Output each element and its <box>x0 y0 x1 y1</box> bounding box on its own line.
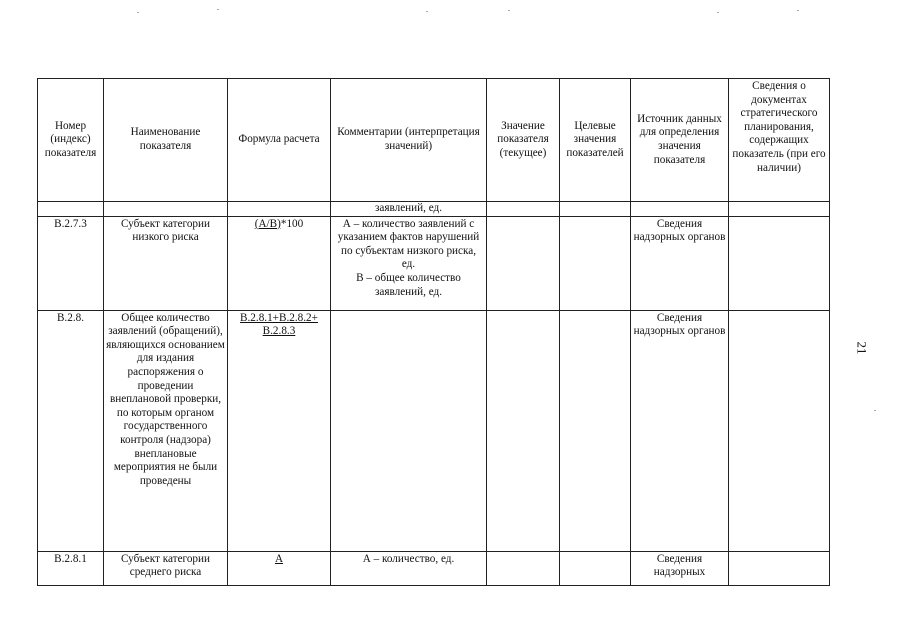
table-row <box>38 551 830 585</box>
cell-source <box>631 202 729 217</box>
cell-target <box>560 551 631 585</box>
cell-index: В.2.7.3 <box>38 216 104 310</box>
cell-comment <box>331 310 487 551</box>
formula-underlined: А <box>274 552 284 565</box>
cell-comment: А – количество заявлений с указанием фактов нарушений по субъектам низкого риска, ед. В – общее количество заявлений, ед. <box>331 216 487 310</box>
formula-underlined: (А/В) <box>254 217 281 230</box>
scan-speck <box>797 10 799 11</box>
header-data-source: Источник данных для определения значения показателя <box>631 79 729 202</box>
scan-speck <box>426 11 428 12</box>
cell-source: Сведения надзорных <box>631 551 729 585</box>
cell-source: Сведения надзорных органов <box>631 310 729 551</box>
cell-docs <box>729 216 830 310</box>
cell-docs <box>729 310 830 551</box>
cell-formula <box>228 551 331 585</box>
cell-index: В.2.8.1 <box>38 551 104 585</box>
formula-suffix: *100 <box>280 217 304 230</box>
cell-value <box>487 216 560 310</box>
cell-docs <box>729 202 830 217</box>
cell-comment: А – количество, ед. <box>331 551 487 585</box>
cell-value <box>487 551 560 585</box>
table-row <box>38 310 830 551</box>
cell-index: В.2.8. <box>38 310 104 551</box>
cell-source: Сведения надзорных органов <box>631 216 729 310</box>
scan-speck <box>508 10 510 11</box>
cell-name: Общее количество заявлений (обращений), являющихся основанием для издания распоряжения о проведении внеплановой проверки, по которым органом государственного контроля (надзора) внеплановые мероприятия не были проведены <box>104 310 228 551</box>
scan-speck <box>874 410 876 411</box>
header-index: Номер (индекс) показателя <box>38 79 104 202</box>
table-row <box>38 202 830 217</box>
cell-name: Субъект категории среднего риска <box>104 551 228 585</box>
cell-value <box>487 202 560 217</box>
cell-name <box>104 202 228 217</box>
cell-docs <box>729 551 830 585</box>
cell-name: Субъект категории низкого риска <box>104 216 228 310</box>
formula-underlined: В.2.8.1+В.2.8.2+ В.2.8.3 <box>240 311 318 338</box>
header-strategic-docs: Сведения о документах стратегического планирования, содержащих показатель (при его наличии) <box>729 79 830 202</box>
cell-index <box>38 202 104 217</box>
cell-target <box>560 202 631 217</box>
scan-speck <box>137 12 139 13</box>
scan-speck <box>217 9 219 10</box>
header-name: Наименование показателя <box>104 79 228 202</box>
header-formula: Формула расчета <box>228 79 331 202</box>
page-number: 21 <box>854 341 870 355</box>
cell-formula <box>228 216 331 310</box>
cell-formula <box>228 202 331 217</box>
cell-target <box>560 310 631 551</box>
cell-target <box>560 216 631 310</box>
scan-speck <box>717 12 719 13</box>
cell-formula <box>228 310 331 551</box>
header-target-values: Целевые значения показателей <box>560 79 631 202</box>
header-comments: Комментарии (интерпретация значений) <box>331 79 487 202</box>
cell-value <box>487 310 560 551</box>
cell-comment: заявлений, ед. <box>331 202 487 217</box>
indicators-table <box>37 78 830 586</box>
table-header-row <box>38 79 830 202</box>
header-current-value: Значение показателя (текущее) <box>487 79 560 202</box>
table-row <box>38 216 830 310</box>
